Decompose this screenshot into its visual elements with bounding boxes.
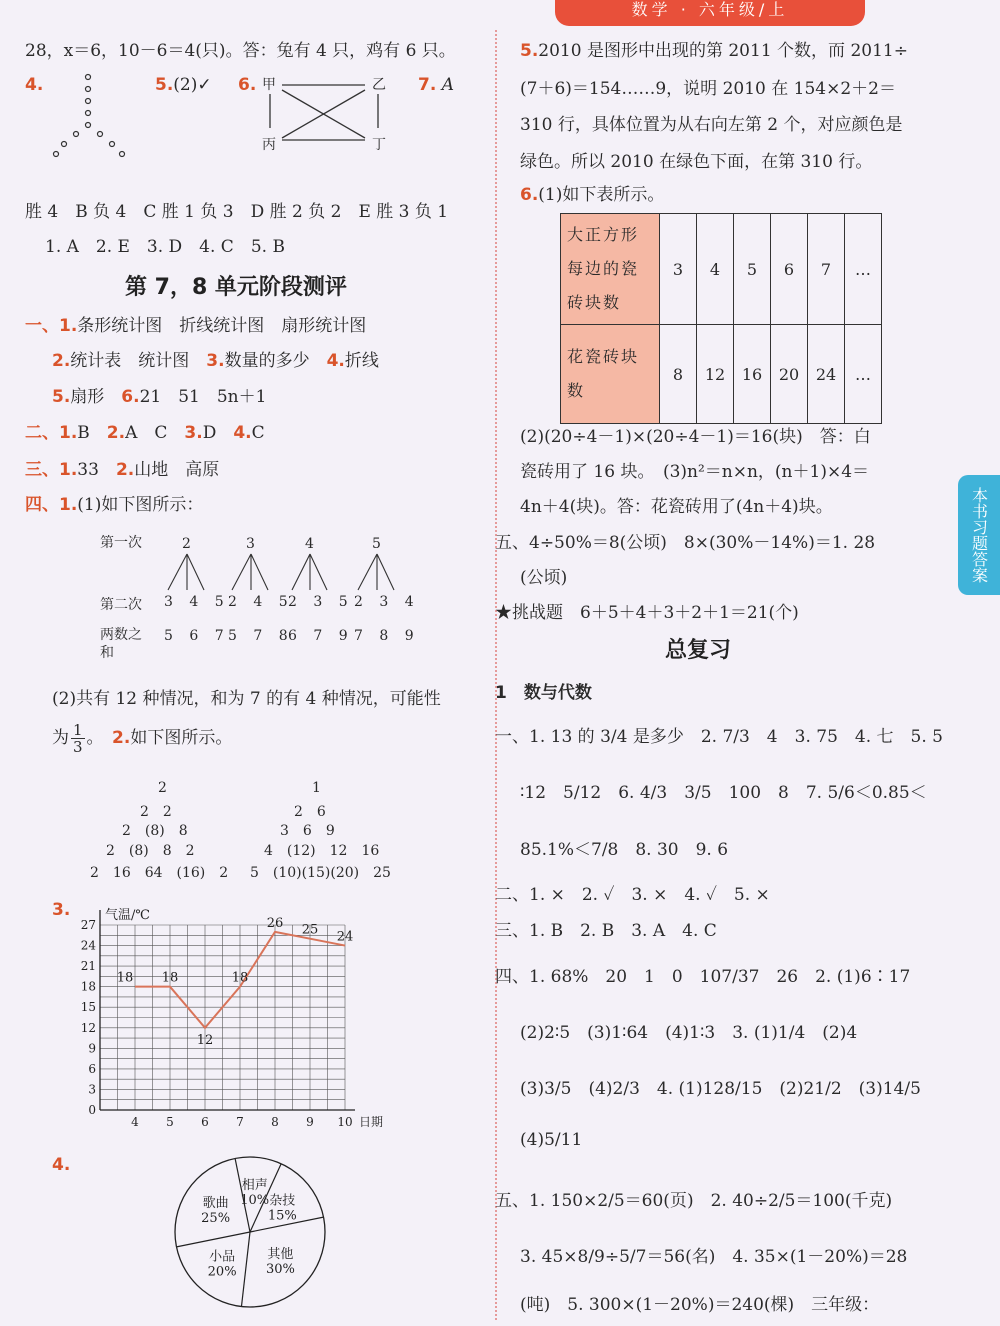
table-cell: 8	[660, 325, 697, 424]
answer-text: (1)如下图所示：	[77, 495, 204, 515]
question-number: 三、1.	[25, 460, 78, 480]
answer-line: (2)(20÷4－1)×(20÷4－1)＝16(块) 答：白	[520, 427, 871, 447]
question-number: 2.	[52, 351, 71, 371]
question-number: 3.	[52, 900, 71, 920]
answer-line: 胜 4 B 负 4 C 胜 1 负 3 D 胜 2 负 2 E 胜 3 负 1	[25, 202, 449, 222]
x-tick-label: 4	[131, 1115, 139, 1129]
question-number: 4.	[326, 351, 345, 371]
question-number: 7.	[418, 75, 437, 95]
tree-leaves: 2 4 5	[228, 594, 294, 610]
triangle-row: 5 (10)(15)(20) 25	[250, 865, 391, 881]
matrix-label: 乙	[372, 77, 386, 93]
y-tick-label: 9	[88, 1041, 96, 1056]
pie-label: 歌曲	[202, 1196, 229, 1212]
answer-text: 33	[77, 460, 99, 480]
question-number: 2.	[115, 460, 135, 480]
question-number: 4.	[25, 75, 44, 95]
triangle-row: 2	[158, 780, 167, 796]
answer-text: B	[77, 423, 90, 443]
question-number: 2.	[112, 728, 131, 748]
triangle-row: 2 (8) 8	[122, 823, 188, 839]
tree-node: 3	[246, 536, 255, 552]
pie-label: 杂技	[269, 1193, 296, 1209]
data-label: 18	[116, 970, 134, 986]
answer-line: (7＋6)＝154……9，说明 2010 在 154×2＋2＝	[520, 79, 896, 99]
section-title: 总复习	[665, 638, 732, 663]
x-tick-label: 10	[337, 1115, 353, 1129]
pie-label: 其他	[267, 1246, 294, 1262]
table-cell: 16	[734, 325, 771, 424]
triangle-row: 3 6 9	[280, 823, 335, 839]
answer-text: A C	[125, 423, 168, 443]
tree-branches	[160, 552, 410, 594]
y-tick-label: 21	[80, 959, 96, 974]
pie-percent: 25%	[201, 1211, 231, 1227]
y-tick-label: 3	[88, 1082, 96, 1097]
answer-line: (吨) 5. 300×(1－20%)＝240(棵) 三年级：	[520, 1295, 880, 1315]
answer-text: 21 51 5n＋1	[139, 387, 267, 407]
pie-label: 小品	[209, 1249, 236, 1265]
triangle-row: 2 6	[294, 804, 326, 820]
table-cell: 6	[771, 214, 808, 325]
answer-text: 2010 是图形中出现的第 2011 个数，而 2011÷	[538, 41, 908, 61]
answer-text: 山地 高原	[134, 460, 220, 480]
answer-text: D	[202, 423, 217, 443]
question-number: 2.	[106, 423, 126, 443]
question-number: 3.	[206, 351, 225, 371]
answer-line: 1. A 2. E 3. D 4. C 5. B	[45, 237, 285, 257]
question-number: 5.	[520, 41, 539, 61]
answer-line: 3. 45×8/9÷5/7＝56(名) 4. 35×(1－20%)＝28	[520, 1247, 908, 1267]
answer-line	[520, 180, 664, 205]
triangle-row: 2 (8) 8 2	[106, 843, 195, 859]
answer-text: 扇形	[70, 387, 105, 407]
triangle-row: 4 (12) 12 16	[264, 843, 380, 859]
table-row	[561, 325, 882, 424]
answer-text: 条形统计图 折线统计图 扇形统计图	[77, 316, 367, 336]
question-number: 4.	[52, 1155, 71, 1175]
table-cell: …	[845, 214, 882, 325]
answer-line: 28，x＝6，10－6＝4(只)。答：兔有 4 只，鸡有 6 只。	[25, 41, 456, 61]
table-header-cell: 花瓷砖块数	[561, 325, 660, 424]
tree-sums: 5 6 7	[164, 628, 230, 644]
x-tick-label: 7	[236, 1115, 244, 1129]
x-axis-label: 日期	[359, 1115, 384, 1129]
y-axis-label: 气温/℃	[105, 908, 150, 923]
answer-text: 为	[52, 728, 69, 748]
triangle-row: 2 16 64 (16) 2	[90, 865, 229, 881]
answer-line: 二、1. × 2. ✓ 3. × 4. ✓ 5. ×	[495, 885, 770, 905]
answer-line: (2)2∶5 (3)1∶64 (4)1∶3 3. (1)1/4 (2)4	[520, 1023, 858, 1043]
answer-line: ★挑战题 6＋5＋4＋3＋2＋1＝21(个)	[495, 603, 799, 623]
tree-node: 2	[182, 536, 191, 552]
tree-leaves: 3 4 5	[164, 594, 230, 610]
tree-row-label: 第二次	[100, 597, 142, 613]
table-cell: 7	[808, 214, 845, 325]
answer-line: 4n＋4(块)。答：花瓷砖用了(4n＋4)块。	[520, 497, 833, 517]
table-cell: 20	[771, 325, 808, 424]
answer-line: ∶12 5/12 6. 4/3 3/5 100 8 7. 5/6＜0.85＜	[520, 783, 927, 803]
answer-line: 310 行，具体位置为从右向左第 2 个，对应颜色是	[520, 115, 903, 135]
data-label: 26	[266, 915, 284, 931]
table-cell: 12	[697, 325, 734, 424]
answer-q5	[155, 75, 212, 95]
pie-label: 相声	[241, 1178, 268, 1194]
tree-row-label: 第一次	[100, 535, 142, 551]
answer-line	[52, 382, 266, 407]
data-label: 18	[231, 970, 249, 986]
tree-sums: 6 7 9	[288, 628, 354, 644]
section-title: 第 7，8 单元阶段测评	[125, 275, 347, 300]
tile-table	[560, 213, 882, 424]
table-cell: 5	[734, 214, 771, 325]
question-number: 6.	[238, 75, 257, 95]
answer-line	[52, 346, 379, 371]
answer-line: (2)共有 12 种情况，和为 7 的有 4 种情况，可能性	[52, 689, 441, 709]
answer-text: 如下图所示。	[130, 728, 233, 748]
table-header-cell: 大正方形每边的瓷砖块数	[561, 214, 660, 325]
tree-sums: 7 8 9	[354, 628, 420, 644]
data-label: 24	[336, 929, 354, 945]
question-number: 二、1.	[25, 423, 78, 443]
pie-slice-edge	[176, 1232, 250, 1247]
answer-line: 一、1. 13 的 3/4 是多少 2. 7/3 4 3. 75 4. 七 5. 5	[495, 727, 943, 747]
data-label: 18	[161, 970, 179, 986]
fraction: $\frac{1}{3}$	[73, 721, 83, 756]
answer-line: (3)3/5 (4)2/3 4. (1)128/15 (2)21/2 (3)14/5	[520, 1079, 921, 1099]
pie-percent: 30%	[265, 1261, 295, 1277]
match-diagram	[260, 80, 390, 150]
answer-line	[25, 490, 203, 515]
pie-percent: 20%	[207, 1264, 237, 1280]
x-tick-label: 8	[271, 1115, 279, 1129]
table-cell: …	[845, 325, 882, 424]
answer-text: 。	[86, 728, 96, 748]
answer-line: 瓷砖用了 16 块。 (3)n²＝n×n，(n＋1)×4＝	[520, 462, 870, 482]
answer-line: (4)5/11	[520, 1130, 583, 1150]
question-number: 四、1.	[25, 495, 78, 515]
answer-text: C	[251, 423, 265, 443]
column-divider	[495, 30, 497, 1320]
question-number: 6.	[121, 387, 140, 407]
y-tick-label: 0	[88, 1103, 96, 1117]
answer-text: A	[441, 75, 454, 95]
answer-q7	[418, 75, 454, 95]
dot-triangle	[50, 72, 140, 162]
tree-leaves: 2 3 5	[288, 594, 354, 610]
answer-text: 折线	[344, 351, 379, 371]
tree-row-label: 两数之和	[100, 627, 142, 661]
page-banner: 数学 · 六年级/上	[555, 0, 865, 26]
temperature-line-chart	[70, 900, 390, 1140]
program-pie-chart	[170, 1150, 340, 1320]
table-cell: 24	[808, 325, 845, 424]
matrix-label: 甲	[262, 77, 276, 93]
triangle-row: 2 2	[140, 804, 172, 820]
question-number: 4.	[233, 423, 252, 443]
y-tick-label: 27	[80, 918, 96, 932]
answer-line	[25, 418, 265, 443]
answer-line: 五、1. 150×2/5＝60(页) 2. 40÷2/5＝100(千克)	[495, 1191, 893, 1211]
answer-line: 绿色。所以 2010 在绿色下面，在第 310 行。	[520, 152, 873, 172]
x-tick-label: 9	[306, 1115, 314, 1129]
y-tick-label: 6	[88, 1061, 96, 1076]
y-tick-label: 15	[80, 1000, 96, 1015]
table-cell: 3	[660, 214, 697, 325]
y-tick-label: 12	[80, 1020, 96, 1035]
tree-node: 5	[372, 536, 381, 552]
answer-line: 四、1. 68% 20 1 0 107/37 26 2. (1)6∶17	[495, 967, 911, 987]
answer-line	[25, 455, 219, 480]
answer-line	[520, 36, 908, 61]
table-cell: 4	[697, 214, 734, 325]
pie-percent: 15%	[267, 1208, 297, 1224]
matrix-label: 丁	[372, 137, 386, 153]
answer-line	[25, 311, 366, 336]
question-number: 5.	[155, 75, 174, 95]
tree-sums: 5 7 8	[228, 628, 294, 644]
answer-text: (2)✓	[173, 75, 212, 95]
triangle-row: 1	[312, 780, 321, 796]
matrix-label: 丙	[262, 137, 276, 153]
pie-percent: 10%	[240, 1193, 270, 1209]
data-label: 25	[301, 922, 319, 938]
answer-line: 五、4÷50%＝8(公顷) 8×(30%－14%)＝1. 28	[495, 533, 876, 553]
question-number: 5.	[52, 387, 71, 407]
x-tick-label: 5	[166, 1115, 174, 1129]
question-number: 一、1.	[25, 316, 78, 336]
answer-text: (1)如下表所示。	[538, 185, 665, 205]
answer-text: 统计表 统计图	[70, 351, 190, 371]
table-row	[561, 214, 882, 325]
question-number: 6.	[520, 185, 539, 205]
question-number: 3.	[184, 423, 203, 443]
answer-line: 85.1%＜7/8 8. 30 9. 6	[520, 840, 729, 860]
answer-line: 三、1. B 2. B 3. A 4. C	[495, 921, 717, 941]
x-tick-label: 6	[201, 1115, 209, 1129]
answer-line: (公顷)	[520, 568, 568, 588]
y-tick-label: 18	[80, 979, 96, 994]
tree-leaves: 2 3 4	[354, 594, 420, 610]
pie-slice-edge	[241, 1232, 250, 1307]
tree-node: 4	[305, 536, 314, 552]
data-label: 12	[196, 1032, 214, 1048]
subsection-title: 1 数与代数	[495, 683, 592, 703]
side-tab[interactable]: 本书习题答案	[958, 475, 1000, 595]
answer-line	[52, 722, 232, 755]
answer-text: 数量的多少	[224, 351, 310, 371]
y-tick-label: 24	[80, 938, 96, 953]
